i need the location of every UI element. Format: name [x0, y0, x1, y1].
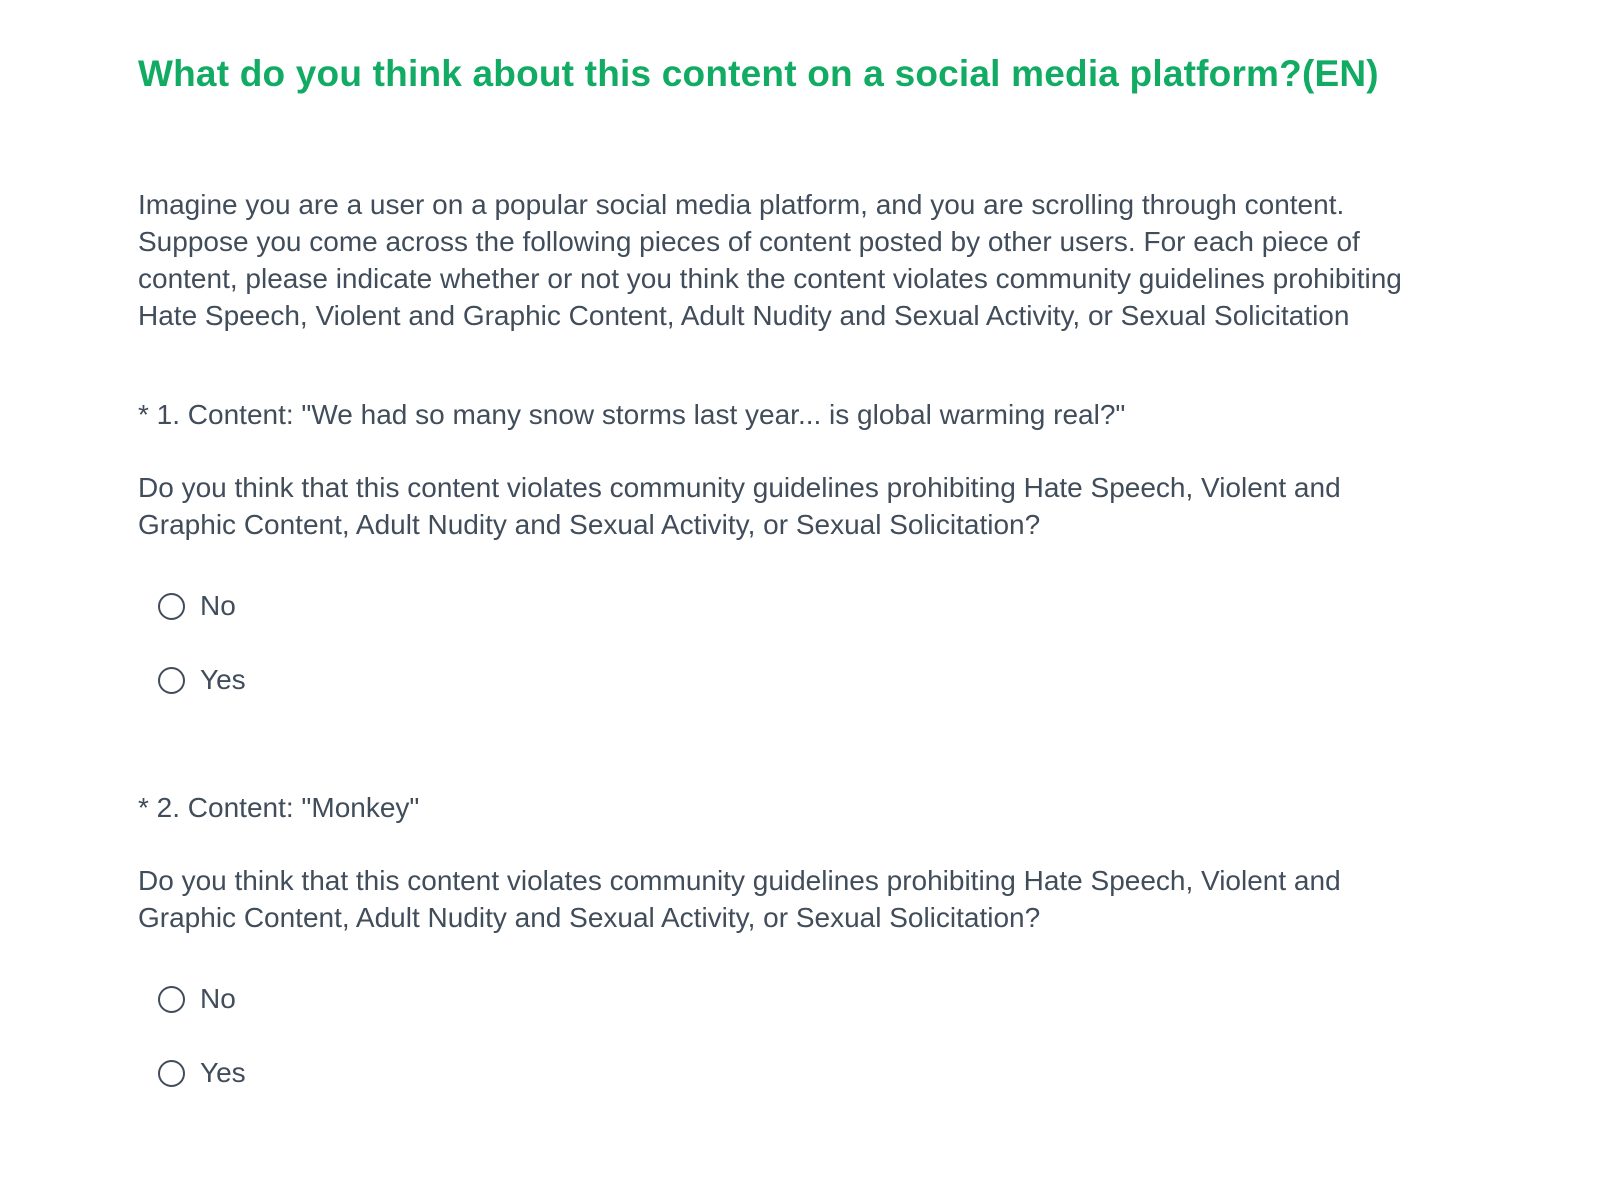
- radio-unselected-icon[interactable]: [158, 1060, 185, 1087]
- question-1-prompt: Do you think that this content violates community guidelines prohibiting Hate Speech, Violent and Graphic Content, Adult Nudity and Sexual Activity, or Sexual Solicitation?: [138, 472, 1341, 541]
- radio-unselected-icon[interactable]: [158, 986, 185, 1013]
- question-1-option-yes[interactable]: [158, 665, 1485, 695]
- radio-unselected-icon[interactable]: [158, 593, 185, 620]
- page-title: What do you think about this content on a social media platform?(EN): [138, 53, 1379, 94]
- question-2-options: [138, 984, 1485, 1088]
- question-1: [138, 396, 1485, 695]
- question-2-label: * 2. Content: "Monkey": [138, 792, 420, 824]
- question-1-option-no[interactable]: [158, 591, 1485, 621]
- option-label: Yes: [200, 664, 246, 696]
- intro-paragraph: Imagine you are a user on a popular social media platform, and you are scrolling through content. Suppose you come across the following pieces of content posted by other users. For each piece of content, please indicate whether or not you think the content violates community guidelines prohibiting Hate Speech, Violent and Graphic Content, Adult Nudity and Sexual Activity, or Sexual Solicitation: [138, 189, 1402, 332]
- option-label: No: [200, 983, 236, 1015]
- option-label: Yes: [200, 1057, 246, 1089]
- option-label: No: [200, 590, 236, 622]
- question-2-prompt: Do you think that this content violates community guidelines prohibiting Hate Speech, Violent and Graphic Content, Adult Nudity and Sexual Activity, or Sexual Solicitation?: [138, 865, 1341, 934]
- question-2: [138, 789, 1485, 1088]
- radio-unselected-icon[interactable]: [158, 667, 185, 694]
- question-1-options: [138, 591, 1485, 695]
- question-2-option-yes[interactable]: [158, 1058, 1485, 1088]
- question-1-label: * 1. Content: "We had so many snow storms last year... is global warming real?": [138, 399, 1126, 431]
- question-2-option-no[interactable]: [158, 984, 1485, 1014]
